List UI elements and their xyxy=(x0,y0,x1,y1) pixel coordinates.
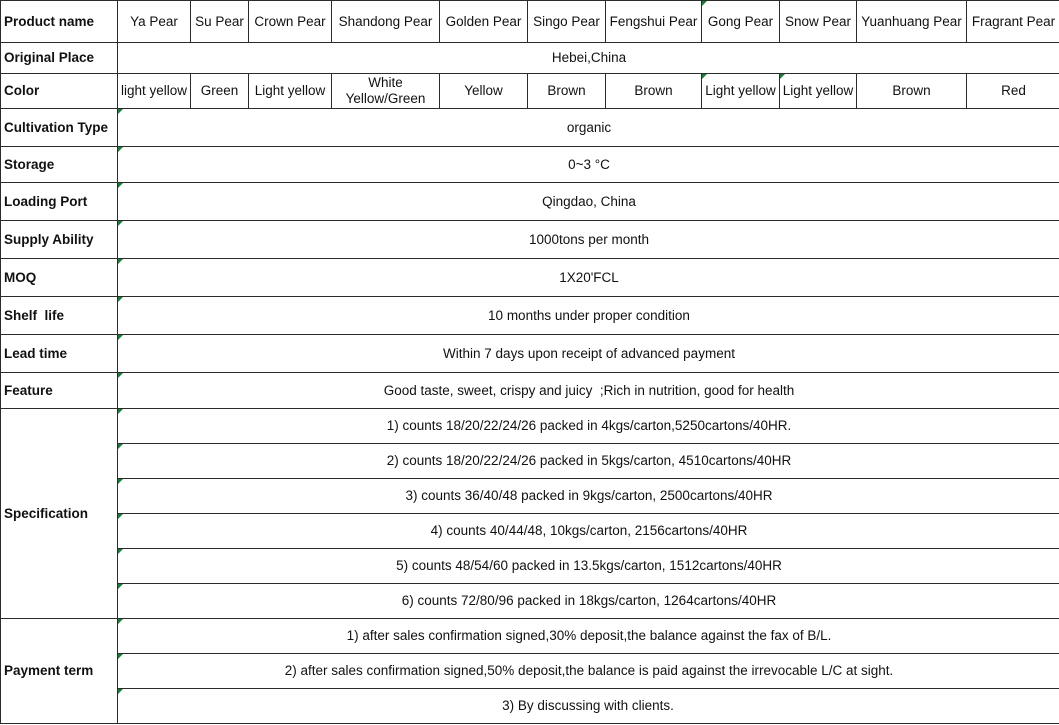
value-cultivation-type: organic xyxy=(118,109,1059,147)
spec-line: 2) counts 18/20/22/24/26 packed in 5kgs/carton, 4510cartons/40HR xyxy=(118,444,1059,479)
label-moq: MOQ xyxy=(1,259,118,297)
row-specification xyxy=(1,584,1059,619)
payment-line: 2) after sales confirmation signed,50% deposit,the balance is paid against the irrevocable L/C at sight. xyxy=(118,654,1059,689)
product-cell: Snow Pear xyxy=(780,1,857,43)
value-feature: Good taste, sweet, crispy and juicy ;Rich in nutrition, good for health xyxy=(118,373,1059,409)
row-supply-ability xyxy=(1,221,1059,259)
product-cell: Ya Pear xyxy=(118,1,191,43)
product-cell: Shandong Pear xyxy=(332,1,440,43)
spec-line: 6) counts 72/80/96 packed in 18kgs/carton, 1264cartons/40HR xyxy=(118,584,1059,619)
color-cell: Brown xyxy=(606,74,702,109)
label-feature: Feature xyxy=(1,373,118,409)
row-shelf-life xyxy=(1,297,1059,335)
color-cell: Yellow xyxy=(440,74,528,109)
spec-line: 3) counts 36/40/48 packed in 9kgs/carton, 2500cartons/40HR xyxy=(118,479,1059,514)
value-loading-port: Qingdao, China xyxy=(118,183,1059,221)
product-cell: Yuanhuang Pear xyxy=(857,1,967,43)
value-original-place: Hebei,China xyxy=(118,43,1059,74)
color-cell: Brown xyxy=(528,74,606,109)
color-cell: Brown xyxy=(857,74,967,109)
row-storage xyxy=(1,147,1059,183)
row-color xyxy=(1,74,1059,109)
label-product-name: Product name xyxy=(1,1,118,43)
color-cell: Light yellow xyxy=(780,74,857,109)
row-specification xyxy=(1,514,1059,549)
value-shelf-life: 10 months under proper condition xyxy=(118,297,1059,335)
label-shelf-life: Shelf life xyxy=(1,297,118,335)
label-specification: Specification xyxy=(1,409,118,619)
payment-line: 3) By discussing with clients. xyxy=(118,689,1059,724)
product-cell: Gong Pear xyxy=(702,1,780,43)
row-original-place xyxy=(1,43,1059,74)
row-payment-term xyxy=(1,619,1059,654)
row-specification xyxy=(1,479,1059,514)
color-cell: light yellow xyxy=(118,74,191,109)
product-cell: Crown Pear xyxy=(249,1,332,43)
color-cell: White Yellow/Green xyxy=(332,74,440,109)
color-cell: Light yellow xyxy=(702,74,780,109)
row-product-name xyxy=(1,1,1059,43)
label-original-place: Original Place xyxy=(1,43,118,74)
spec-line: 1) counts 18/20/22/24/26 packed in 4kgs/carton,5250cartons/40HR. xyxy=(118,409,1059,444)
row-loading-port xyxy=(1,183,1059,221)
color-cell: Green xyxy=(191,74,249,109)
row-payment-term xyxy=(1,689,1059,724)
payment-line: 1) after sales confirmation signed,30% deposit,the balance against the fax of B/L. xyxy=(118,619,1059,654)
color-cell: Light yellow xyxy=(249,74,332,109)
label-payment-term: Payment term xyxy=(1,619,118,724)
row-specification xyxy=(1,444,1059,479)
product-cell: Su Pear xyxy=(191,1,249,43)
label-loading-port: Loading Port xyxy=(1,183,118,221)
product-cell: Singo Pear xyxy=(528,1,606,43)
row-specification xyxy=(1,409,1059,444)
value-lead-time: Within 7 days upon receipt of advanced payment xyxy=(118,335,1059,373)
row-lead-time xyxy=(1,335,1059,373)
label-color: Color xyxy=(1,74,118,109)
row-cultivation-type xyxy=(1,109,1059,147)
label-cultivation-type: Cultivation Type xyxy=(1,109,118,147)
value-moq: 1X20'FCL xyxy=(118,259,1059,297)
product-cell: Fengshui Pear xyxy=(606,1,702,43)
value-storage: 0~3 °C xyxy=(118,147,1059,183)
label-lead-time: Lead time xyxy=(1,335,118,373)
product-cell: Golden Pear xyxy=(440,1,528,43)
color-cell: Red xyxy=(967,74,1059,109)
spec-line: 5) counts 48/54/60 packed in 13.5kgs/carton, 1512cartons/40HR xyxy=(118,549,1059,584)
row-moq xyxy=(1,259,1059,297)
value-supply-ability: 1000tons per month xyxy=(118,221,1059,259)
label-supply-ability: Supply Ability xyxy=(1,221,118,259)
label-storage: Storage xyxy=(1,147,118,183)
row-payment-term xyxy=(1,654,1059,689)
product-cell: Fragrant Pear xyxy=(967,1,1059,43)
row-specification xyxy=(1,549,1059,584)
row-feature xyxy=(1,373,1059,409)
spec-line: 4) counts 40/44/48, 10kgs/carton, 2156cartons/40HR xyxy=(118,514,1059,549)
